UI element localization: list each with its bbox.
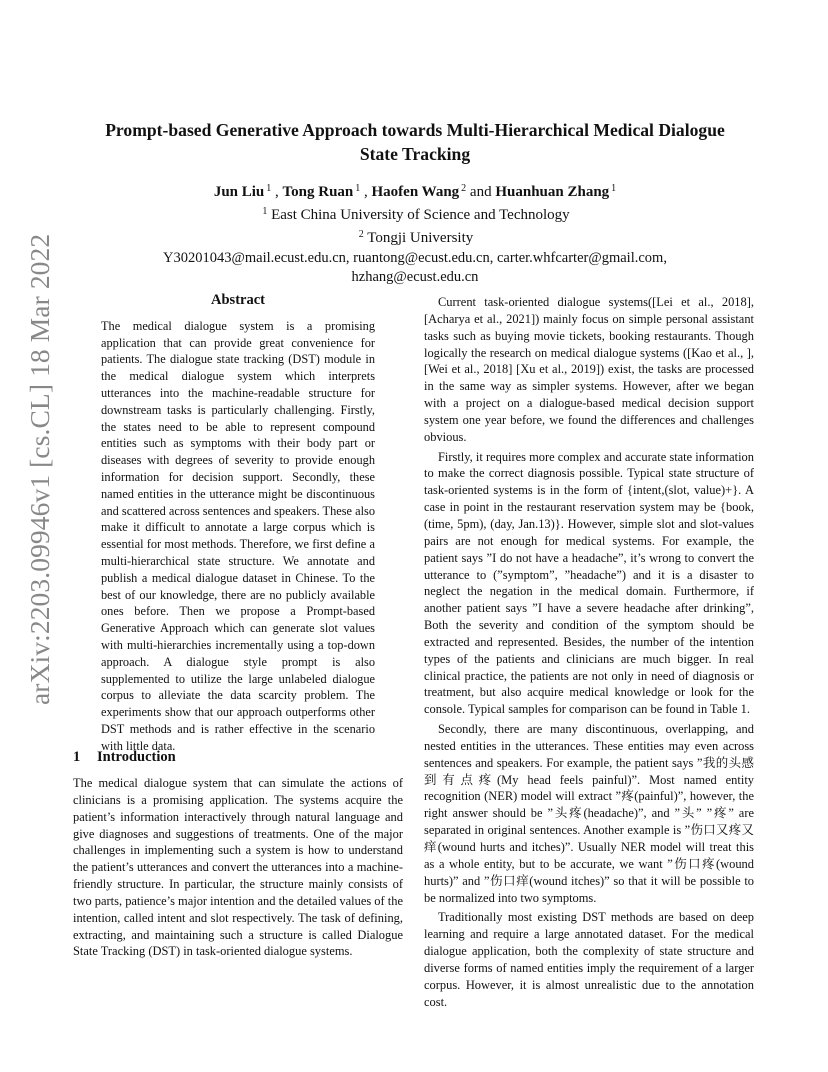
author-name: Haofen Wang bbox=[371, 184, 460, 200]
paper-title: Prompt-based Generative Approach towards Multi-Hierarchical Medical Dialogue State Tracking bbox=[105, 120, 725, 164]
intro-paragraph: The medical dialogue system that can simulate the actions of clinicians is a promising application. The systems acquire the patient’s information interactively through natural language and give diagnoses and suggestions of treatments. One of the major challenges in implementing such a system is how to understand the patient’s utterances and convert the utterances into a machine-friendly structure. In particular, the structure mainly consists of two parts, patience’s major intention and the detailed values of the intention, called intent and slot respectively. The task of defining, extracting, and maintaining such a structure is called Dialogue State Tracking (DST) in task-oriented dialogue systems. bbox=[73, 776, 403, 959]
affiliation: $^1$ East China University of Science and Technology bbox=[262, 206, 570, 223]
author-affil-sup: 1 bbox=[611, 183, 617, 194]
author-emails-cont: hzhang@ecust.edu.cn bbox=[351, 269, 479, 285]
paragraph: Firstly, it requires more complex and accurate state information to make the correct diagnosis possible. Typical state structure of task-oriented systems is in the form of {intent,(slot, value)+}. A case in point in the restaurant reservation system may be {book, (time, 5pm), (day, Jan.13)}. However, simple slot and slot-values pairs are not enough for medical systems. For example, the patient says ”I do not have a headache”, it’s wrong to convert the utterance to (”symptom”, ”headache”) and it is a disaster to neglect the negation in the medical domain. Furthermore, if another patient says ”I have a severe headache after drinking”, Both the severity and condition of the symptom should be extracted and represented. Besides, the number of the intention types of the patients and clinicians are much bigger. In real clinical practice, the patients are not only in need of diagnosis or treatment, but also acquire medical knowledge or look for the console. Typical samples for comparison can be found in Table 1. bbox=[424, 449, 754, 717]
introduction-body bbox=[73, 775, 403, 960]
abstract-text: The medical dialogue system is a promising application that can provide great convenience for patients. The dialogue state tracking (DST) module in the medical dialogue system which interprets utterances into the machine-readable structure for downstream tasks is particularly challenging. Firstly, the states need to be able to represent compound entities such as symptoms with their body part or diseases with degrees of severity to provide enough information for decision support. Secondly, these named entities in the utterance might be discontinuous and scattered across sentences and speakers. These also make it difficult to annotate a large corpus which is essential for most methods. Therefore, we first define a multi-hierarchical state structure. We annotate and publish a medical dialogue dataset in Chinese. To the best of our knowledge, there are no publicly available ones before. Then we propose a Prompt-based Generative Approach which can generate slot values with multi-hierarchies incrementally using a top-down approach. A dialogue style prompt is also supplemented to utilize the large unlabeled dialogue corpus to alleviate the data scarcity problem. The experiments show that our approach outperforms other DST methods and is rather effective in the scenario with little data. bbox=[101, 318, 375, 753]
left-column bbox=[73, 292, 403, 755]
paragraph: Secondly, there are many discontinuous, overlapping, and nested entities in the utterances. These entities may even across sentences and speakers. For example, the patient says ”我的头感到有点疼(My head feels painful)”. Most named entity recognition (NER) model will extract ”疼(painful)”, however, the right answer should be ”头疼(headache)”, and ”头” ”疼” are separated in original sentences. Another example is ”伤口又疼又痒(wound hurts and itches)”. Usually NER model will treat this as a whole entity, but to be accurate, we want ”伤口疼(wound hurts)” and ”伤口痒(wound itches)” so that it will be possible to be normalized into two symptoms. bbox=[424, 722, 754, 905]
author-affil-sup: 2 bbox=[461, 183, 467, 194]
abstract-body bbox=[73, 318, 403, 755]
author-list: Jun Liu $^1$ , Tong Ruan $^1$ , Haofen Wang $^2$ and Huanhuan Zhang $^1$ bbox=[213, 183, 617, 200]
section-heading bbox=[73, 749, 176, 766]
author-affil-sup: 1 bbox=[266, 183, 272, 194]
paragraph: Current task-oriented dialogue systems([Lei et al., 2018], [Acharya et al., 2021]) mainly focus on simple personal assistant tasks such as buying movie tickets, booking restaurants. Though logically the research on medical dialogue systems ([Kao et al., ], [Wei et al., 2018] [Xu et al., 2019]) exist, the tasks are processed in the same way as simpler systems. However, after we began with a project on a dialogue-based medical decision support system one year before, we found the differences and challenges obvious. bbox=[424, 295, 754, 444]
author-name: Tong Ruan bbox=[282, 184, 354, 200]
arxiv-identifier: arXiv:2203.09946v1 [cs.CL] 18 Mar 2022 bbox=[24, 233, 55, 705]
section-title: Introduction bbox=[97, 749, 176, 765]
abstract-heading: Abstract bbox=[211, 292, 265, 308]
paragraph: Traditionally most existing DST methods are based on deep learning and require a large annotated dataset. For the medical dialogue application, both the complexity of state structure and diverse forms of named entities imply the requirement of a larger corpus. However, it is almost unrealistic due to the annotation cost. bbox=[424, 910, 754, 1009]
right-column bbox=[424, 294, 754, 1010]
author-name: Jun Liu bbox=[213, 184, 265, 200]
section-number: 1 bbox=[73, 749, 81, 765]
author-emails: Y30201043@mail.ecust.edu.cn, ruantong@ecust.edu.cn, carter.whfcarter@gmail.com, bbox=[163, 250, 667, 266]
paper-header bbox=[90, 118, 740, 286]
affiliation: $^2$ Tongji University bbox=[358, 229, 474, 246]
author-affil-sup: 1 bbox=[355, 183, 361, 194]
author-name: Huanhuan Zhang bbox=[495, 184, 610, 200]
